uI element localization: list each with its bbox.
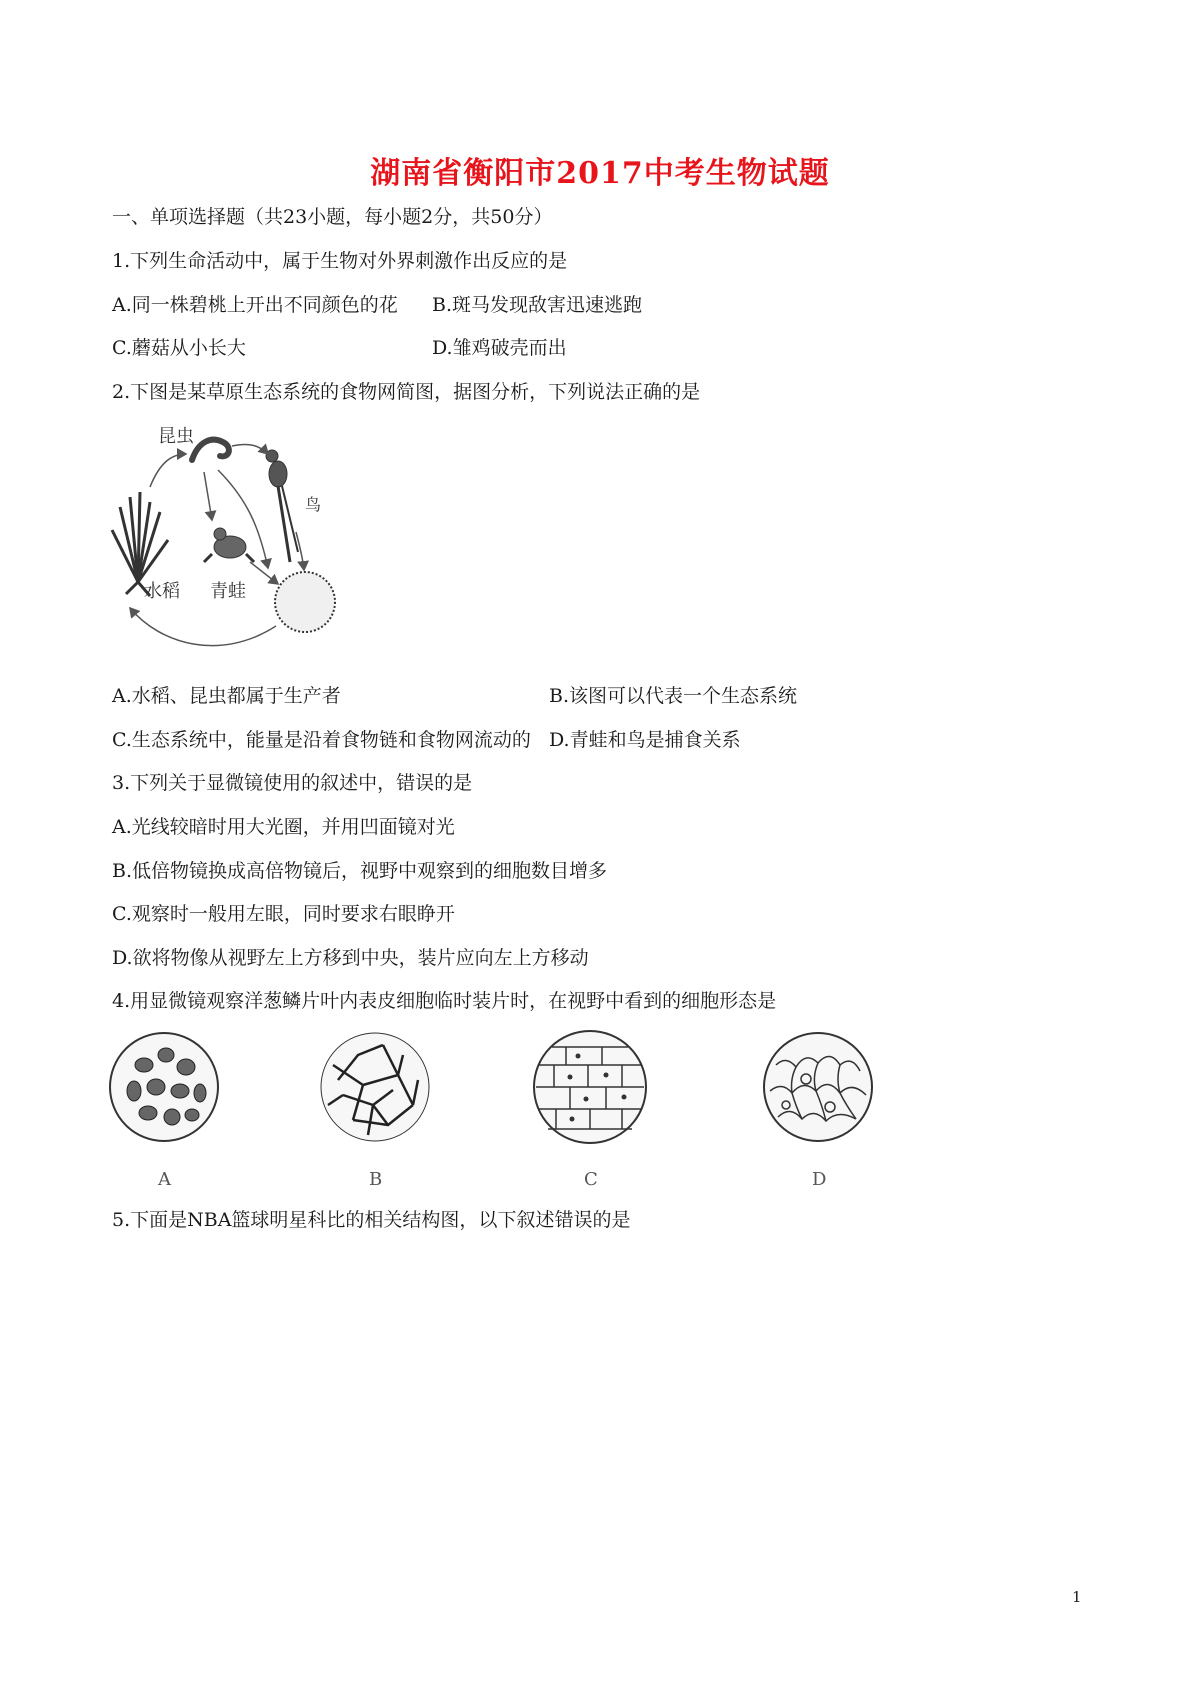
q1-option-a: A.同一株碧桃上开出不同颜色的花 bbox=[112, 294, 398, 316]
q1-stem: 1.下列生命活动中，属于生物对外界刺激作出反应的是 bbox=[112, 250, 568, 272]
cell-figure-d bbox=[756, 1025, 881, 1190]
frog-icon bbox=[204, 528, 254, 562]
cell-label-b: B bbox=[369, 1169, 383, 1190]
cell-label-a: A bbox=[158, 1169, 171, 1190]
page-number: 1 bbox=[1072, 1588, 1082, 1606]
rice-label: 水稻 bbox=[144, 581, 180, 602]
q4-stem: 4.用显微镜观察洋葱鳞片叶内表皮细胞临时装片时，在视野中看到的细胞形态是 bbox=[112, 990, 777, 1012]
page-title: 湖南省衡阳市2017中考生物试题 bbox=[370, 156, 830, 191]
section-heading: 一、单项选择题（共23小题，每小题2分，共50分） bbox=[112, 206, 553, 228]
q1-option-c: C.蘑菇从小长大 bbox=[112, 337, 246, 359]
q2-option-c: C.生态系统中，能量是沿着食物链和食物网流动的 bbox=[112, 729, 531, 751]
bird-label: 鸟 bbox=[305, 495, 322, 514]
q3-option-b: B.低倍物镜换成高倍物镜后，视野中观察到的细胞数目增多 bbox=[112, 860, 608, 882]
q2-option-d: D.青蛙和鸟是捕食关系 bbox=[549, 729, 741, 751]
cell-label-c: C bbox=[584, 1169, 598, 1190]
cell-label-d: D bbox=[812, 1169, 827, 1190]
insect-icon bbox=[192, 440, 229, 460]
cell-figure-b bbox=[313, 1025, 438, 1190]
frog-label: 青蛙 bbox=[210, 581, 246, 602]
q1-option-d: D.雏鸡破壳而出 bbox=[432, 337, 567, 359]
q5-stem: 5.下面是NBA篮球明星科比的相关结构图，以下叙述错误的是 bbox=[112, 1209, 631, 1231]
q2-option-a: A.水稻、昆虫都属于生产者 bbox=[112, 685, 341, 707]
q2-stem: 2.下图是某草原生态系统的食物网简图，据图分析，下列说法正确的是 bbox=[112, 381, 701, 403]
q3-option-c: C.观察时一般用左眼，同时要求右眼睁开 bbox=[112, 903, 455, 925]
q2-option-b: B.该图可以代表一个生态系统 bbox=[549, 685, 798, 707]
bird-icon bbox=[266, 450, 298, 562]
q3-option-d: D.欲将物像从视野左上方移到中央，装片应向左上方移动 bbox=[112, 947, 589, 969]
q3-stem: 3.下列关于显微镜使用的叙述中，错误的是 bbox=[112, 772, 473, 794]
q3-option-a: A.光线较暗时用大光圈，并用凹面镜对光 bbox=[112, 816, 455, 838]
cell-figure-a bbox=[104, 1025, 229, 1190]
insect-label: 昆虫 bbox=[158, 426, 194, 447]
cell-figure-c bbox=[526, 1025, 661, 1190]
q1-option-b: B.斑马发现敌害迅速逃跑 bbox=[432, 294, 643, 316]
food-web-figure bbox=[100, 412, 345, 662]
decomposer-circle bbox=[275, 572, 335, 632]
